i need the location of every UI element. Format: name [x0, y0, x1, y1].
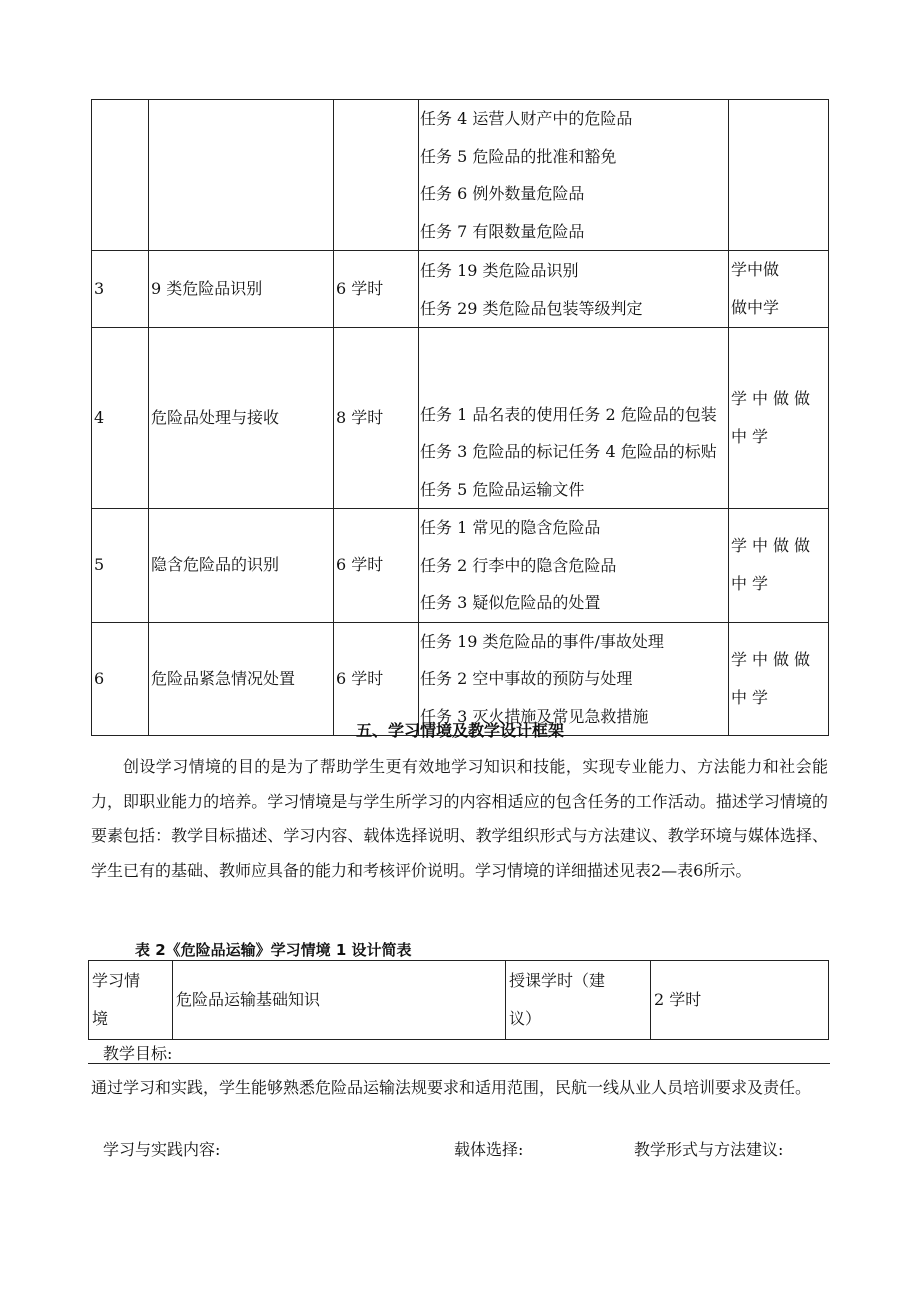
task-item: 任务 2 空中事故的预防与处理 — [420, 669, 633, 688]
table-row — [92, 251, 829, 328]
task-item: 任务 5 危险品的批准和豁免 — [420, 146, 617, 166]
hours-cell: 6 学时 — [334, 251, 419, 328]
teaching-method-cell — [729, 100, 829, 251]
objectives-label: 教学目标: — [103, 1044, 173, 1063]
task-item: 任务 19 类危险品识别 — [420, 261, 579, 280]
situation-name-cell: 危险品运输基础知识 — [173, 961, 506, 1040]
content-label: 学习与实践内容: — [103, 1140, 221, 1159]
row-number-cell: 3 — [92, 251, 149, 328]
course-module-table — [91, 99, 829, 736]
table-row — [89, 961, 829, 1040]
module-name-cell: 隐含危险品的识别 — [149, 509, 334, 623]
row-number-cell: 4 — [92, 328, 149, 509]
task-item: 任务 3 危险品的标记任务 4 危险品的标贴 — [420, 442, 717, 461]
module-name-cell: 危险品紧急情况处置 — [149, 622, 334, 736]
objectives-text: 通过学习和实践，学生能够熟悉危险品运输法规要求和适用范围，民航一线从业人员培训要求及责任。 — [91, 1078, 812, 1097]
method-label: 教学形式与方法建议: — [634, 1140, 784, 1159]
tasks-cell — [419, 328, 729, 509]
tasks-cell — [419, 509, 729, 623]
task-item: 任务 4 运营人财产中的危险品 — [420, 109, 633, 128]
teaching-method-cell: 学中做做中学 — [729, 328, 829, 509]
task-item: 任务 5 危险品运输文件 — [420, 479, 585, 499]
task-item: 任务 19 类危险品的事件/事故处理 — [420, 631, 664, 651]
situation-label-cell: 学习情 境 — [89, 961, 173, 1040]
task-item: 任务 1 常见的隐含危险品 — [420, 518, 601, 537]
task-item: 任务 7 有限数量危险品 — [420, 221, 585, 241]
task-item: 任务 3 灭火措施及常见急救措施 — [420, 706, 649, 726]
table-row — [92, 328, 829, 509]
situation-design-table — [88, 960, 829, 1040]
task-item: 任务 2 行李中的隐含危险品 — [420, 555, 617, 575]
carrier-label: 载体选择: — [454, 1140, 524, 1159]
task-item: 任务 6 例外数量危险品 — [420, 184, 585, 203]
divider — [88, 1063, 830, 1064]
teaching-method-cell: 学中做做中学 — [729, 622, 829, 736]
table-row — [92, 509, 829, 623]
row-number-cell: 5 — [92, 509, 149, 623]
task-item: 任务 1 品名表的使用任务 2 危险品的包装 — [420, 404, 717, 424]
hours-label-cell: 授课学时（建 议） — [506, 961, 651, 1040]
task-item: 任务 3 疑似危险品的处置 — [420, 593, 601, 612]
module-name-cell: 9 类危险品识别 — [149, 251, 334, 328]
module-name-cell: 危险品处理与接收 — [149, 328, 334, 509]
hours-cell — [334, 100, 419, 251]
section-title: 五、学习情境及教学设计框架 — [355, 721, 564, 740]
table-row — [92, 100, 829, 251]
hours-cell: 6 学时 — [334, 509, 419, 623]
intro-paragraph: 创设学习情境的目的是为了帮助学生更有效地学习知识和技能，实现专业能力、方法能力和社会能力，即职业能力的培养。学习情境是与学生所学习的内容相适应的包含任务的工作活动。描述学习情境的要素包括：教学目标描述、学习内容、载体选择说明、教学组织形式与方法建议、教学环境与媒体选择、学生已有的基础、教师应具备的能力和考核评价说明。学习情境的详细描述见表2—表6所示。 — [91, 757, 828, 880]
row-number-cell: 6 — [92, 622, 149, 736]
table-caption: 表 2《危险品运输》学习情境 1 设计简表 — [135, 941, 412, 959]
hours-cell: 6 学时 — [334, 622, 419, 736]
teaching-method-cell: 学中做做中学 — [729, 509, 829, 623]
teaching-method-cell: 学中做 做中学 — [729, 251, 829, 328]
hours-cell: 8 学时 — [334, 328, 419, 509]
module-name-cell — [149, 100, 334, 251]
tasks-cell — [419, 100, 729, 251]
row-number-cell — [92, 100, 149, 251]
hours-value-cell: 2 学时 — [651, 961, 829, 1040]
task-item: 任务 29 类危险品包装等级判定 — [420, 298, 643, 318]
tasks-cell — [419, 251, 729, 328]
